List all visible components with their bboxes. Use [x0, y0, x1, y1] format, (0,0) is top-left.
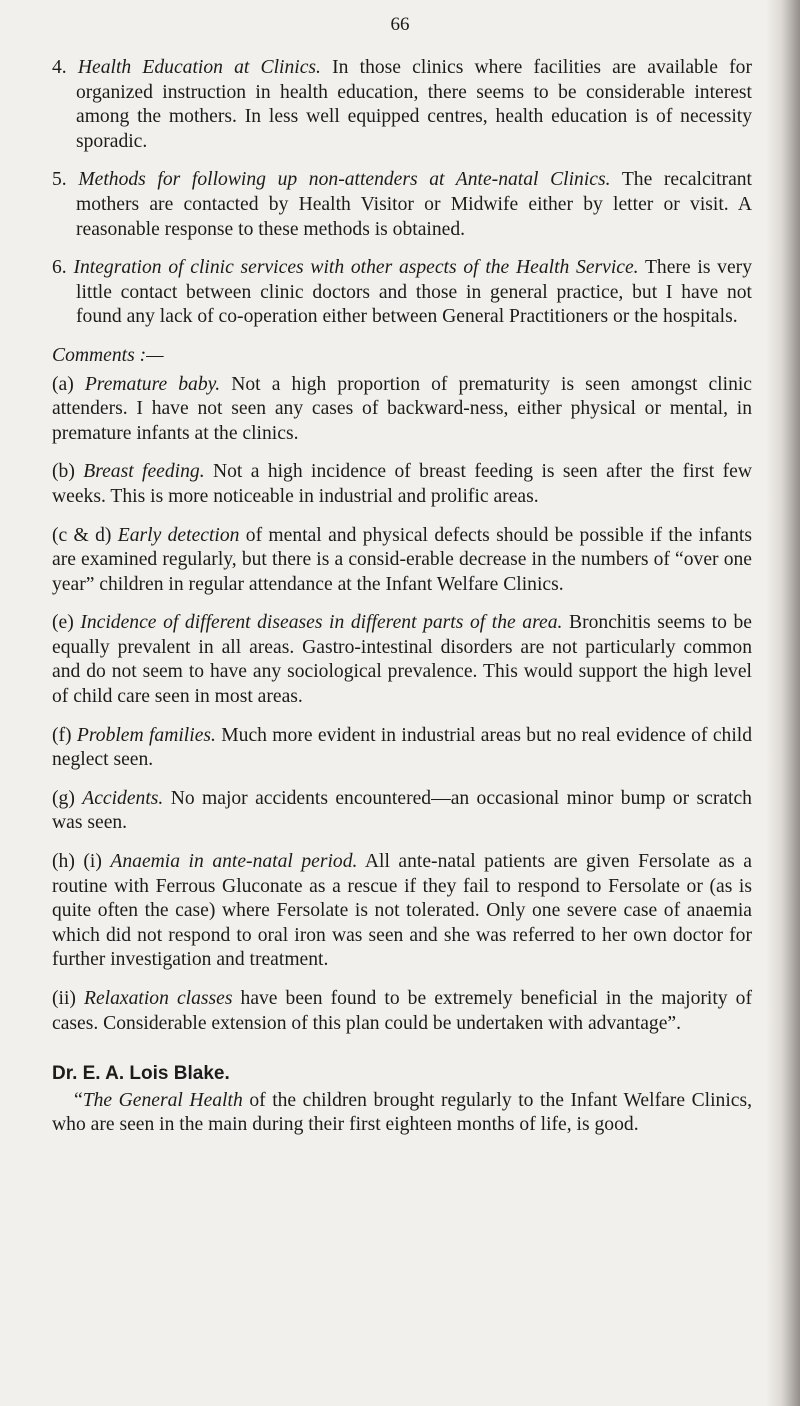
item-5-title: Methods for following up non-attenders at Ante-natal Clinics.	[78, 169, 611, 191]
page-number: 66	[390, 14, 410, 35]
comment-cd-title: Early detection	[117, 524, 240, 546]
page-edge-shadow	[766, 0, 800, 1406]
comment-cd-text: of mental and physical defects should be possible if the infants are examined regularly, but there is a consid-erable decrease in the numbers of “over one year” children in regular attendance at the Infant Welfare Clinics.	[52, 524, 752, 595]
comment-h-i-label: (h) (i)	[52, 851, 102, 873]
comment-b	[52, 460, 752, 509]
item-5	[52, 168, 752, 242]
comment-e-text: Bronchitis seems to be equally prevalent in all areas. Gastro-intestinal disorders are not particularly common and do not seem to have any sociological prevalence. This would support the high level of child care seen in most areas.	[52, 612, 753, 708]
item-4-number: 4.	[52, 57, 67, 78]
comment-a	[52, 373, 752, 447]
comment-b-label: (b)	[52, 461, 75, 483]
comment-f-text: Much more evident in industrial areas but no real evidence of child neglect seen.	[52, 724, 752, 771]
comment-e	[52, 611, 752, 709]
comment-f-label: (f)	[52, 724, 72, 746]
comment-f-title: Problem families.	[76, 724, 216, 746]
comment-b-text: Not a high incidence of breast feeding is seen after the first few weeks. This is more noticeable in industrial and prolific areas.	[52, 461, 752, 507]
item-6-number: 6.	[52, 257, 67, 279]
comment-h-ii-text: have been found to be extremely beneficial in the majority of cases. Considerable extension of this plan could be undertaken with advantage”.	[52, 988, 752, 1034]
comment-g-text: No major accidents encountered—an occasional minor bump or scratch was seen.	[52, 787, 752, 834]
item-5-text: The recalcitrant mothers are contacted by Health Visitor or Midwife either by letter or visit. A reasonable response to these methods is obtained.	[76, 169, 753, 240]
comment-a-text: Not a high proportion of prematurity is seen amongst clinic attenders. I have not seen any cases of backward-ness, either physical or mental, in premature infants at the clinics.	[52, 373, 753, 444]
comment-f	[52, 724, 752, 773]
quote-open-mark: “	[74, 1089, 83, 1111]
document-body	[52, 56, 752, 1152]
comment-h-i-title: Anaemia in ante-natal period.	[110, 851, 358, 873]
item-4-title: Health Education at Clinics.	[77, 57, 321, 78]
comment-cd-label: (c & d)	[52, 524, 112, 546]
comment-a-label: (a)	[52, 373, 74, 395]
comment-g-label: (g)	[52, 787, 75, 809]
comment-h-ii-label: (ii)	[52, 988, 76, 1009]
item-4	[52, 56, 752, 154]
item-6	[52, 256, 752, 330]
comment-a-title: Premature baby.	[84, 373, 221, 395]
comment-e-label: (e)	[52, 612, 74, 634]
comment-h-ii	[52, 987, 752, 1036]
comment-g-title: Accidents.	[82, 787, 164, 809]
comment-h-i-text: All ante-natal patients are given Fersolate as a routine with Ferrous Gluconate as a rescue if they fail to respond to Fersolate or (as is quite often the case) where Fersolate is not tolerated. Only one severe case of anaemia which did not respond to oral iron was seen and she was referred to her own doctor for further investigation and treatment.	[52, 851, 752, 971]
section-quote-title: The General Health	[82, 1089, 243, 1111]
comment-b-title: Breast feeding.	[83, 461, 205, 483]
comment-e-title: Incidence of different diseases in different parts of the area.	[80, 612, 563, 634]
comments-heading-text: Comments :—	[52, 344, 164, 366]
item-6-text: There is very little contact between clinic doctors and those in general practice, but I have not found any lack of co-operation either between General Practitioners or the hospitals.	[76, 257, 752, 328]
section-heading: Dr. E. A. Lois Blake.	[52, 1063, 230, 1085]
section-paragraph	[52, 1089, 752, 1138]
comment-g	[52, 787, 752, 836]
item-4-text: In those clinics where facilities are available for organized instruction in health education, there seems to be considerable interest among the mothers. In less well equipped centres, health education is of necessity sporadic.	[76, 57, 753, 152]
comment-h-i	[52, 850, 752, 973]
section-quote-text: of the children brought regularly to the Infant Welfare Clinics, who are seen in the main during their first eighteen months of life, is good.	[52, 1089, 752, 1136]
comment-h-ii-title: Relaxation classes	[84, 988, 233, 1009]
item-6-title: Integration of clinic services with other aspects of the Health Service.	[73, 257, 639, 279]
item-5-number: 5.	[52, 169, 67, 191]
comments-heading	[52, 344, 752, 369]
comment-cd	[52, 524, 752, 598]
